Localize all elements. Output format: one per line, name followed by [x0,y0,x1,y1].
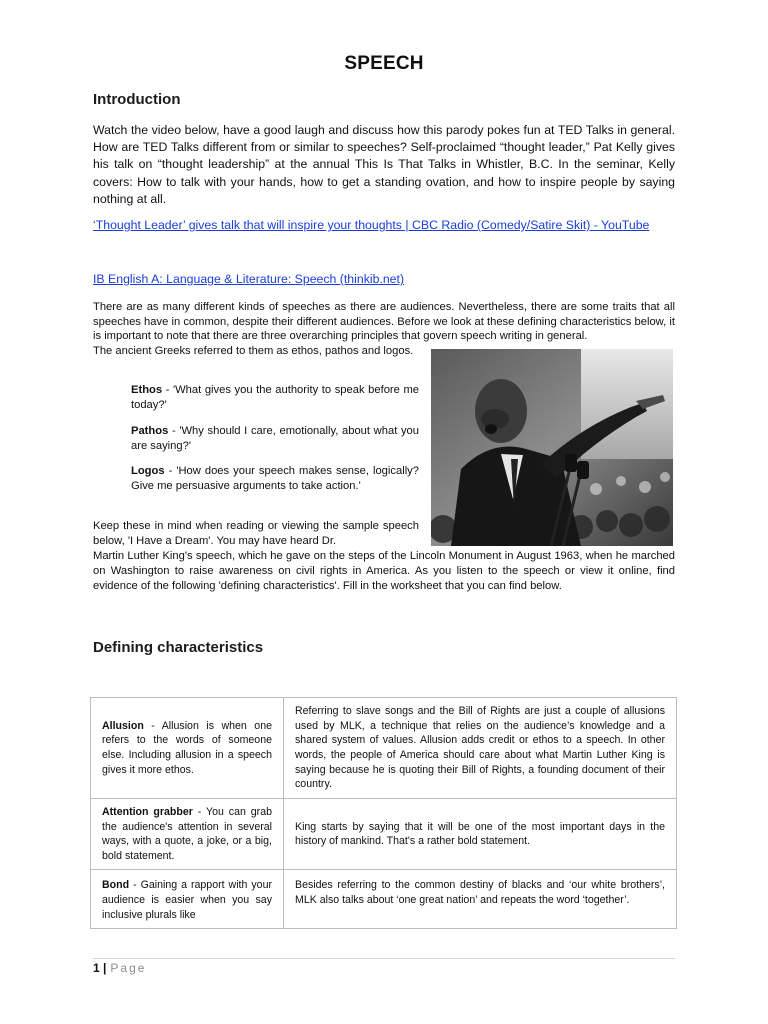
introduction-heading: Introduction [93,91,181,108]
pathos-definition [131,424,419,454]
page-footer [93,961,146,975]
intro-paragraph: Watch the video below, have a good laugh and discuss how this parody pokes fun at TED Talks in general. How are TED Talks different from or similar to speeches? Self-proclaimed “thought leader,” Pat Kelly gives his talk on “thought leadership” at the annual This Is That Talks in Whistler, B.C. In the seminar, Kelly covers: How to talk with your hands, how to get a standing ovation, and how to inspire people by saying nothing at all. [93,123,675,206]
speech-traits-paragraph: There are as many different kinds of speeches as there are audiences. Nevertheless, there are some traits that all speeches have in common, despite their different audiences. Before we look at these defining characteristics below, it is important to note that there are three overarching principles that govern speech writing in general. [93,301,675,343]
table-row [91,799,677,870]
ethos-text: - 'What gives you the authority to speak before me today?' [131,384,419,411]
thinkib-link[interactable]: IB English A: Language & Literature: Speech (thinkib.net) [93,272,405,286]
reading-instruction-paragraph: Keep these in mind when reading or viewing the sample speech below, 'I Have a Dream'. You may have heard Dr. [93,520,419,547]
logos-definition [131,464,419,494]
page-separator: | [99,961,107,975]
characteristic-term: Bond [102,879,130,892]
pathos-text: - 'Why should I care, emotionally, about what you are saying?' [131,425,419,452]
characteristic-definition: - Gaining a rapport with your audience is easier when you say inclusive plurals like [102,879,272,921]
characteristic-term: Attention grabber [102,806,193,818]
ethos-term: Ethos [131,384,163,396]
page-number: 1 [93,961,100,975]
example-cell[interactable]: Referring to slave songs and the Bill of Rights are just a couple of allusions used by MLK, a technique that relies on the audience’s knowledge and a shared system of values. Allusion adds credit or ethos to a speech. In other words, the people of America should care about what Martin Luther King is saying because he is quoting their Bill of Rights, a founding document of their country. [284,698,677,799]
page-label: Page [110,961,147,975]
table-row [91,698,677,799]
characteristic-cell [91,698,284,799]
pathos-term: Pathos [131,425,169,437]
example-cell[interactable]: King starts by saying that it will be one of the most important days in the history of mankind. That's a rather bold statement. [284,799,677,870]
logos-text: - 'How does your speech makes sense, logically? Give me persuasive arguments to take action.' [131,465,419,492]
characteristic-definition: - You can grab the audience's attention in several ways, with a quote, a joke, or a big, bold statement. [102,806,272,862]
ethos-definition [131,383,419,413]
footer-divider [93,958,675,959]
characteristics-worksheet-table [90,697,677,929]
example-cell[interactable]: Besides referring to the common destiny of blacks and ‘our white brothers’, MLK also talks about ‘one great nation’ and repeats the word ‘together’. [284,870,677,929]
page-title: SPEECH [344,53,424,74]
mlk-speech-photo [431,349,673,546]
greeks-paragraph: The ancient Greeks referred to them as ethos, pathos and logos. [93,345,414,357]
characteristic-definition: - Allusion is when one refers to the words of someone else. Including allusion in a speech gives it more ethos. [102,719,272,776]
characteristic-cell [91,799,284,870]
youtube-link[interactable]: ‘Thought Leader’ gives talk that will inspire your thoughts | CBC Radio (Comedy/Satire Skit) - YouTube [93,218,650,232]
table-row [91,870,677,929]
logos-term: Logos [131,465,165,477]
characteristic-cell [91,870,284,929]
mlk-context-paragraph: Martin Luther King's speech, which he gave on the steps of the Lincoln Monument in August 1963, when he marched on Washington to raise awareness on civil rights in America. As you listen to the speech or view it online, find evidence of the following 'defining characteristics'. Fill in the worksheet that you can find below. [93,550,675,592]
defining-characteristics-heading: Defining characteristics [93,639,264,656]
characteristic-term: Allusion [102,719,144,732]
